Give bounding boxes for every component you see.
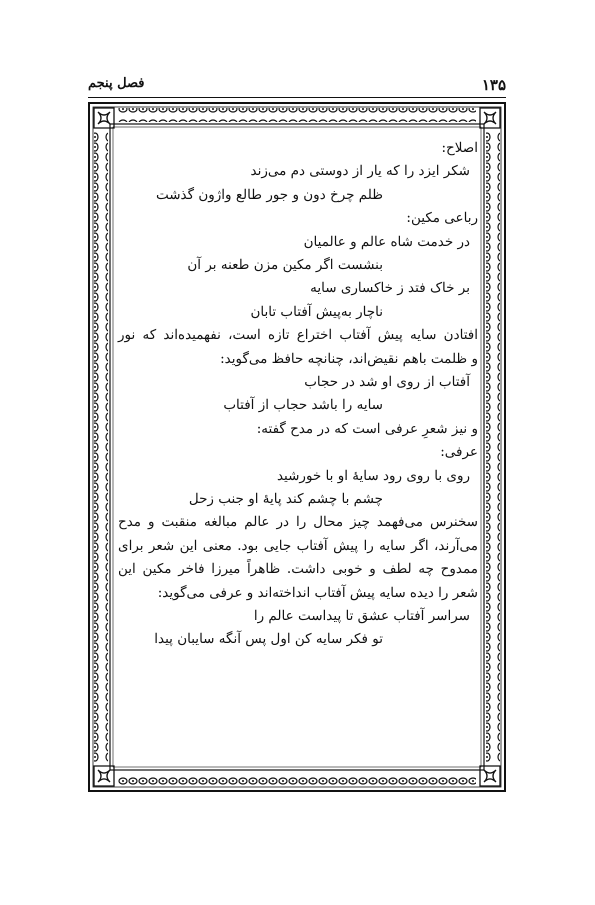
page-header [88, 76, 506, 98]
verse-line: تو فکر سایه کن اول پس آنگه سایبان پیدا [154, 631, 383, 648]
verse-line: شکر ایزد را که یار از دوستی دم می‌زند [250, 163, 470, 180]
verse-line: بنشست اگر مکین مزن طعنه بر آن [187, 257, 383, 273]
verse-line: بر خاک فتد ز خاکساری سایه [310, 280, 470, 297]
prose-line: افتادن سایه پیش آفتاب اختراع تازه است، نفهمیده‌اند که نور [118, 327, 478, 344]
verse-line: در خدمت شاه عالم و عالمیان [303, 233, 470, 250]
header-rule [88, 97, 506, 98]
verse-line: سایه را باشد حجاب از آفتاب [223, 397, 383, 414]
verse-line: آفتاب از روی او شد در حجاب [304, 374, 470, 390]
verse-line: سراسر آفتاب عشق تا پیداست عالم را [253, 608, 470, 624]
verse-line: چشم با چشم کند پایهٔ او جنب زحل [188, 491, 383, 507]
page-number: ۱۳۵ [481, 76, 506, 94]
verse-line: روی با روی رود سایهٔ او با خورشید [276, 467, 470, 484]
chapter-title: فصل پنجم [88, 76, 145, 91]
prose-line: شعر را دیده سایه پیش آفتاب انداخته‌اند و عرفی می‌گوید: [157, 584, 478, 601]
prose-line: سخنرس می‌فهمد چیز محال را در عالم مبالغه منقبت و مدح [118, 514, 478, 531]
prose-line: و نیز شعرِ عرفی است که در مدح گفته: [256, 420, 478, 437]
verse-line: ناچار به‌پیش آفتاب تابان [250, 303, 383, 320]
verse-line: ظلم چرخ دون و جور طالع واژون گذشت [155, 186, 383, 203]
section-heading: رباعی مکین: [406, 210, 478, 227]
section-heading: عرفی: [440, 444, 478, 461]
prose-line: ممدوح چه لطف و خوبی داشت. ظاهراً میرزا فاخر مکین این [118, 561, 478, 578]
prose-line: و ظلمت باهم نقیض‌اند، چنانچه حافظ می‌گوید: [220, 350, 478, 367]
prose-line: می‌آرند، اگر سایه را پیش آفتاب جایی بود. معنی این شعر برای [118, 537, 478, 554]
section-heading: اصلاح: [441, 140, 478, 156]
